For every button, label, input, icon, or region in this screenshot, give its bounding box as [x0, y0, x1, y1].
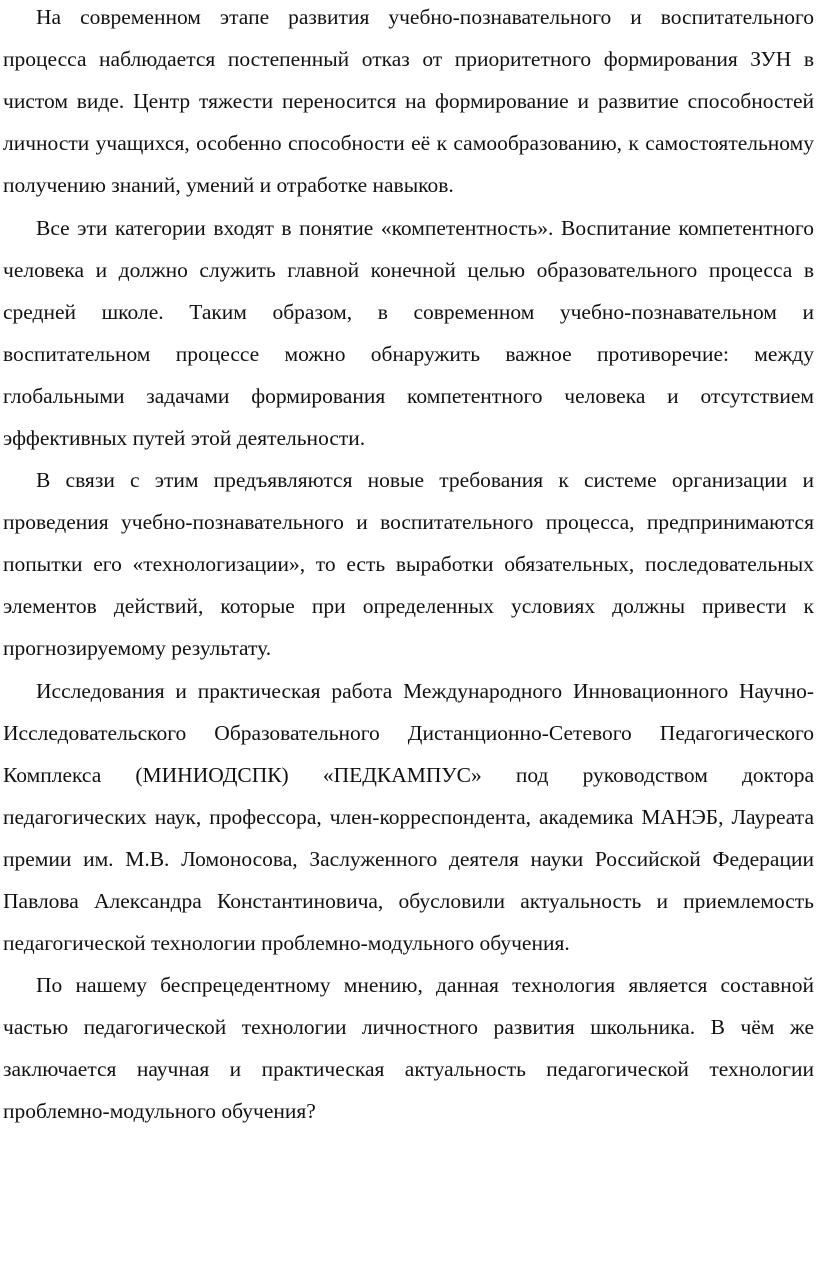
paragraph-1: На современном этапе развития учебно-познавательного и воспитательного процесса наблюдается постепенный отказ от приоритетного формирования ЗУН в чистом виде. Центр тяжести переносится на формирование и развитие способностей личности учащихся, особенно способности её к самообразованию, к самостоятельному получению знаний, умений и отработке навыков.: [3, 5, 814, 197]
paragraph-3: В связи с этим предъявляются новые требования к системе организации и проведения учебно-познавательного и воспитательного процесса, предпринимаются попытки его «технологизации», то есть выработки обязательных, последовательных элементов действий, которые при определенных условиях должны привести к прогнозируемому результату.: [3, 468, 814, 660]
paragraph-4: Исследования и практическая работа Международного Инновационного Научно-Исследовательского Образовательного Дистанционно-Сетевого Педагогического Комплекса (МИНИОДСПК) «ПЕДКАМПУС» под руководством доктора педагогических наук, профессора, член-корреспондента, академика МАНЭБ, Лауреата премии им. М.В. Ломоносова, Заслуженного деятеля науки Российской Федерации Павлова Александра Константиновича, обусловили актуальность и приемлемость педагогической технологии проблемно-модульного обучения.: [3, 678, 814, 955]
paragraph-2: Все эти категории входят в понятие «компетентность». Воспитание компетентного человека и должно служить главной конечной целью образовательного процесса в средней школе. Таким образом, в современном учебно-познавательном и воспитательном процессе можно обнаружить важное противоречие: между глобальными задачами формирования компетентного человека и отсутствием эффективных путей этой деятельности.: [3, 215, 814, 450]
paragraph-5: По нашему беспрецедентному мнению, данная технология является составной частью педагогической технологии личностного развития школьника. В чём же заключается научная и практическая актуальность педагогической технологии проблемно-модульного обучения?: [3, 973, 814, 1123]
